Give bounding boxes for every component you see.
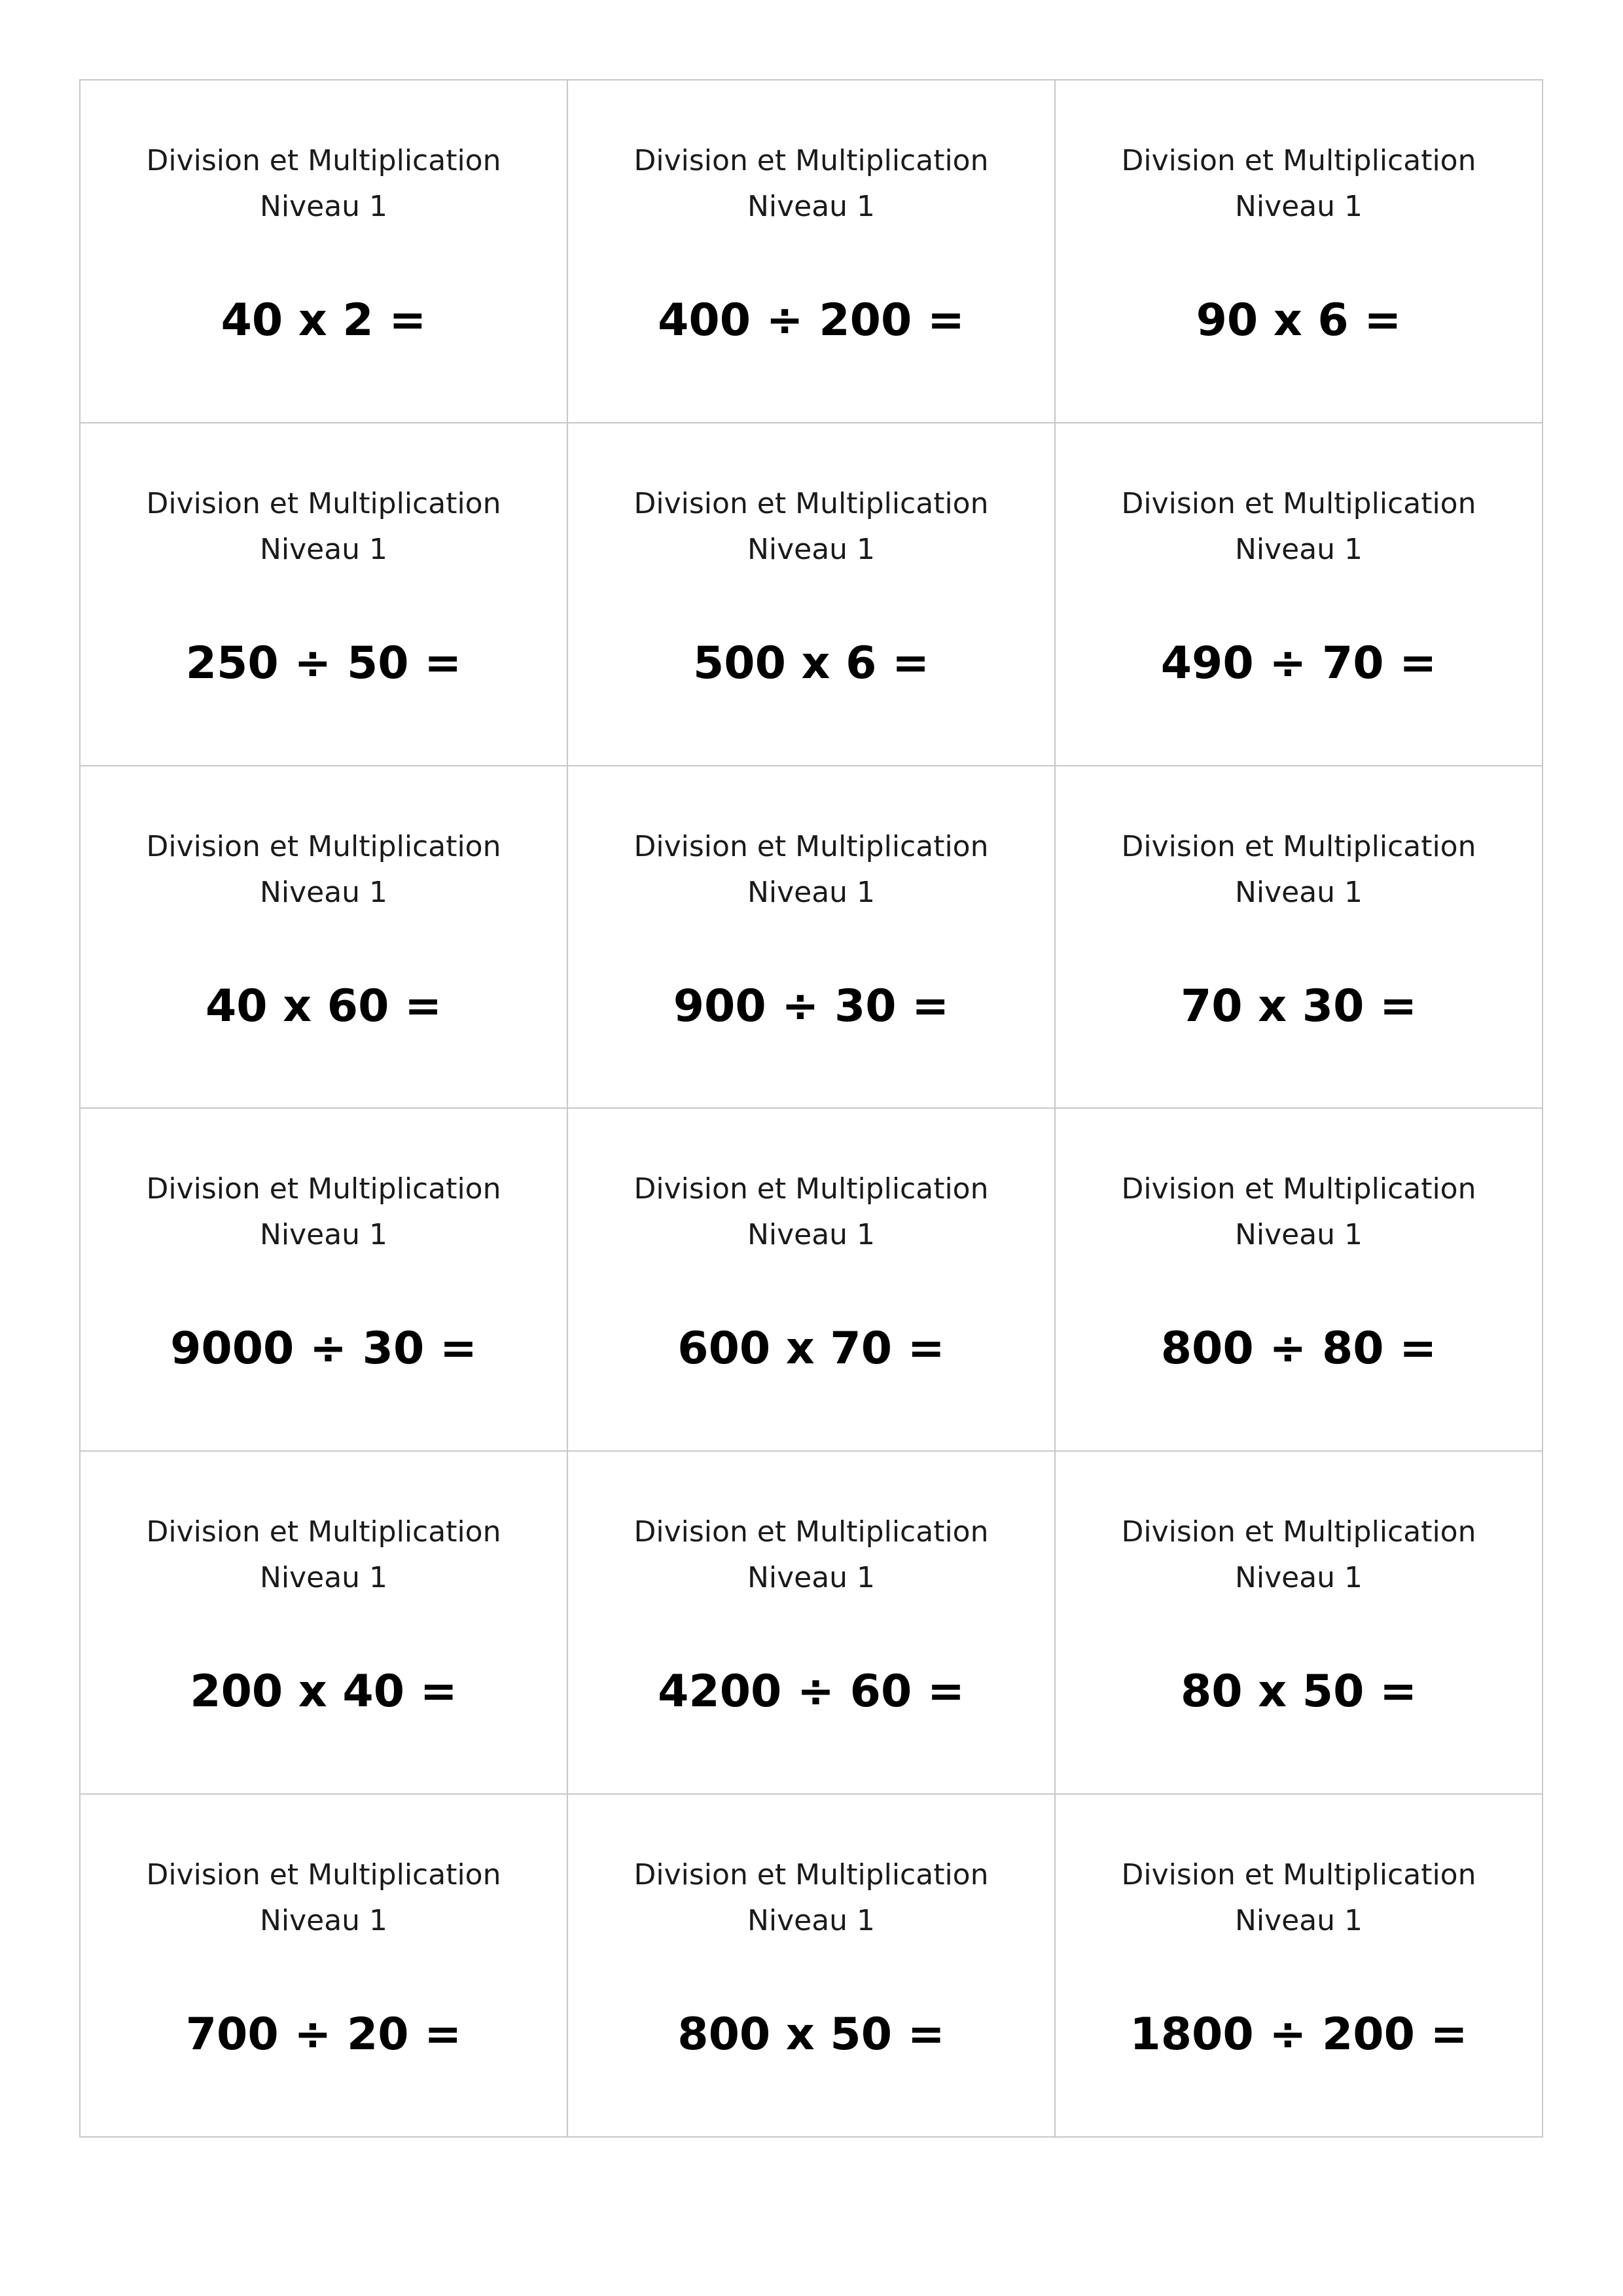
flashcard [80, 423, 568, 766]
card-title: Division et Multiplication [633, 144, 989, 177]
card-problem: 400 ÷ 200 = [658, 295, 965, 346]
flashcard [1056, 1452, 1543, 1795]
flashcard [568, 423, 1056, 766]
card-title: Division et Multiplication [146, 144, 501, 177]
flashcard [1056, 81, 1543, 423]
card-title: Division et Multiplication [1121, 829, 1476, 863]
card-title: Division et Multiplication [146, 1858, 501, 1892]
card-level: Niveau 1 [259, 532, 388, 566]
card-problem: 800 x 50 = [677, 2009, 945, 2061]
card-level: Niveau 1 [1234, 1218, 1363, 1252]
card-problem: 900 ÷ 30 = [673, 980, 950, 1032]
card-problem: 600 x 70 = [677, 1323, 945, 1375]
flashcard [1056, 423, 1543, 766]
card-problem: 250 ÷ 50 = [185, 637, 462, 689]
card-problem: 40 x 2 = [221, 295, 427, 346]
card-level: Niveau 1 [259, 190, 388, 223]
card-level: Niveau 1 [747, 532, 876, 566]
card-problem: 90 x 6 = [1196, 295, 1402, 346]
card-title: Division et Multiplication [1121, 1858, 1476, 1892]
flashcard [568, 1795, 1056, 2138]
card-level: Niveau 1 [1234, 1904, 1363, 1938]
card-problem: 80 x 50 = [1180, 1666, 1418, 1718]
card-problem: 200 x 40 = [190, 1666, 457, 1718]
card-problem: 490 ÷ 70 = [1160, 637, 1437, 689]
flashcard-grid [79, 79, 1543, 2138]
card-level: Niveau 1 [259, 1218, 388, 1252]
flashcard [80, 1795, 568, 2138]
card-title: Division et Multiplication [146, 1515, 501, 1549]
flashcard [80, 81, 568, 423]
card-title: Division et Multiplication [1121, 144, 1476, 177]
flashcard [568, 766, 1056, 1109]
flashcard [568, 1452, 1056, 1795]
card-level: Niveau 1 [1234, 190, 1363, 223]
card-level: Niveau 1 [747, 875, 876, 909]
card-title: Division et Multiplication [633, 1515, 989, 1549]
card-title: Division et Multiplication [1121, 486, 1476, 520]
card-title: Division et Multiplication [146, 486, 501, 520]
card-problem: 40 x 60 = [205, 980, 442, 1032]
card-title: Division et Multiplication [633, 829, 989, 863]
card-problem: 800 ÷ 80 = [1160, 1323, 1437, 1375]
card-level: Niveau 1 [1234, 875, 1363, 909]
card-problem: 9000 ÷ 30 = [170, 1323, 477, 1375]
flashcard [80, 1109, 568, 1452]
flashcard [1056, 766, 1543, 1109]
card-problem: 700 ÷ 20 = [185, 2009, 462, 2061]
card-title: Division et Multiplication [1121, 1515, 1476, 1549]
card-title: Division et Multiplication [633, 1172, 989, 1206]
card-level: Niveau 1 [747, 1561, 876, 1595]
card-problem: 500 x 6 = [692, 637, 930, 689]
card-problem: 70 x 30 = [1180, 980, 1418, 1032]
flashcard [1056, 1109, 1543, 1452]
card-title: Division et Multiplication [146, 829, 501, 863]
card-level: Niveau 1 [747, 190, 876, 223]
card-level: Niveau 1 [747, 1904, 876, 1938]
card-level: Niveau 1 [1234, 1561, 1363, 1595]
flashcard [1056, 1795, 1543, 2138]
card-title: Division et Multiplication [1121, 1172, 1476, 1206]
flashcard [568, 81, 1056, 423]
card-level: Niveau 1 [259, 1561, 388, 1595]
card-level: Niveau 1 [747, 1218, 876, 1252]
flashcard [568, 1109, 1056, 1452]
card-title: Division et Multiplication [633, 486, 989, 520]
card-title: Division et Multiplication [633, 1858, 989, 1892]
card-problem: 1800 ÷ 200 = [1130, 2009, 1468, 2061]
flashcard [80, 766, 568, 1109]
card-title: Division et Multiplication [146, 1172, 501, 1206]
card-level: Niveau 1 [259, 875, 388, 909]
card-problem: 4200 ÷ 60 = [658, 1666, 965, 1718]
card-level: Niveau 1 [1234, 532, 1363, 566]
flashcard [80, 1452, 568, 1795]
card-level: Niveau 1 [259, 1904, 388, 1938]
